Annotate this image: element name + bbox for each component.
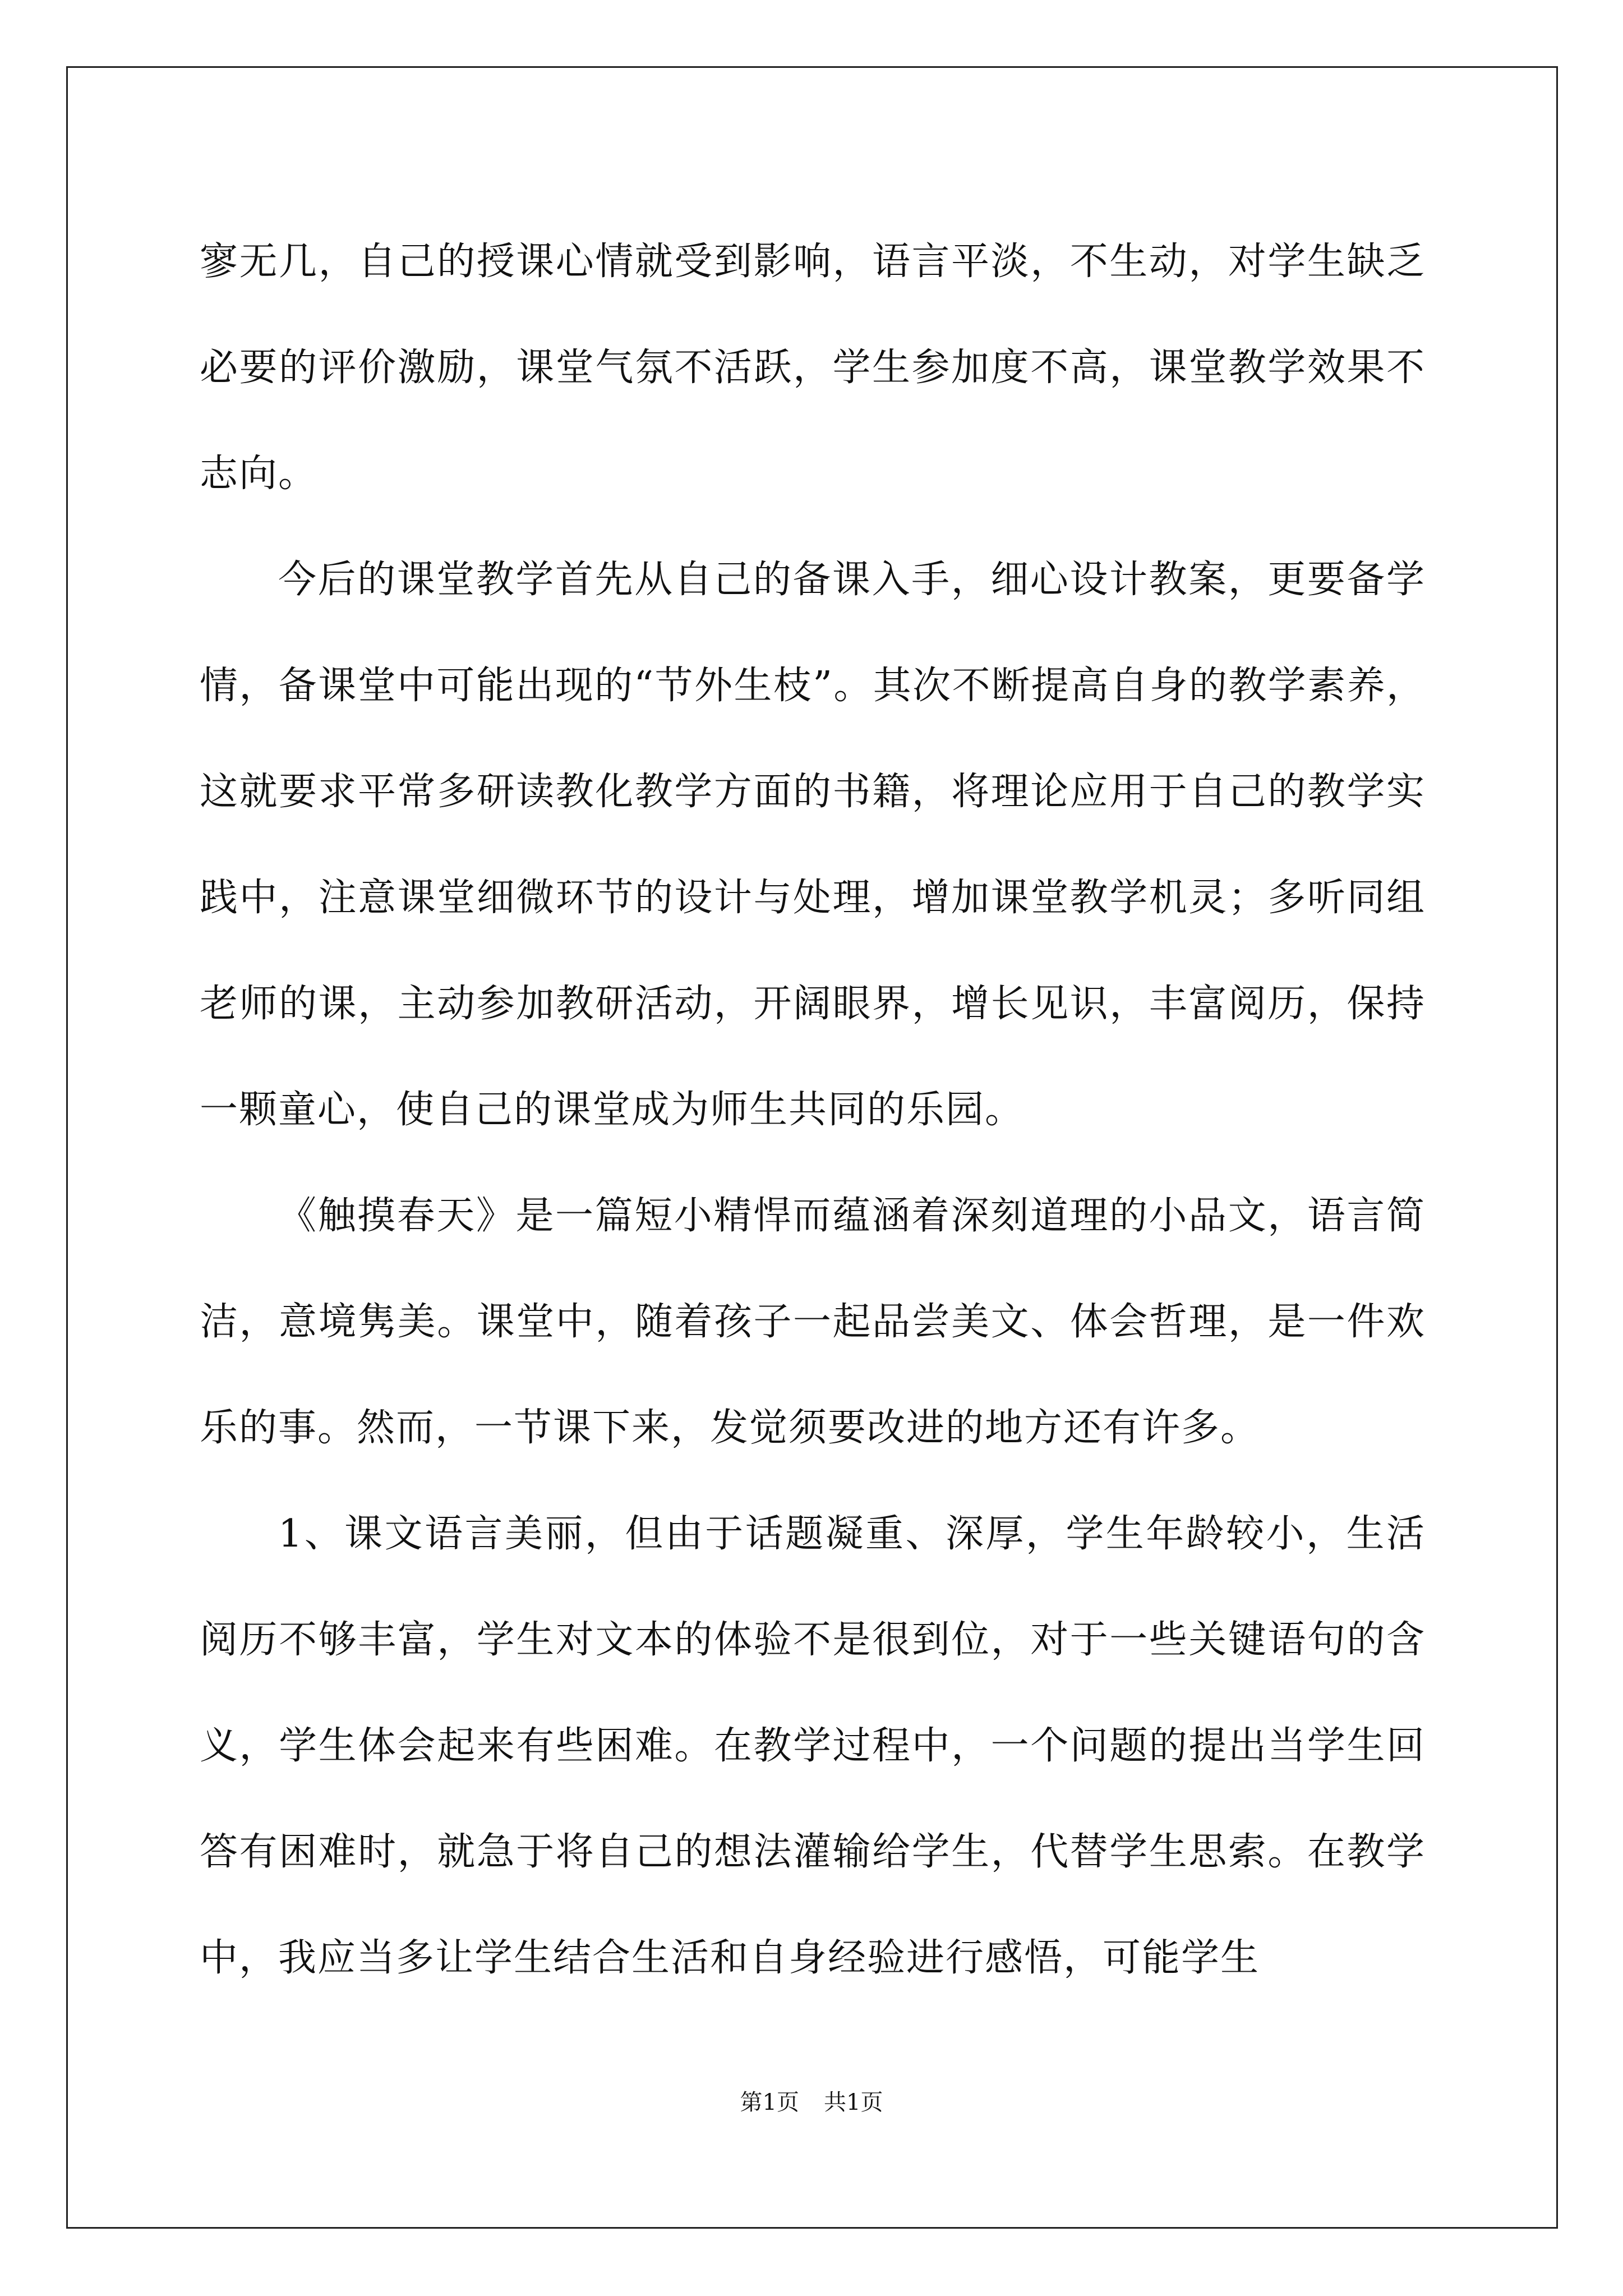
page-total: 共1页 — [824, 2090, 883, 2115]
document-body — [200, 209, 1426, 2011]
page-number: 第1页 — [740, 2090, 799, 2115]
paragraph-1: 寥无几，自己的授课心情就受到影响，语言平淡，不生动，对学生缺乏必要的评价激励，课堂气氛不活跃，学生参加度不高，课堂教学效果不志向。 — [200, 240, 1426, 496]
paragraph-3: 《触摸春天》是一篇短小精悍而蕴涵着深刻道理的小品文，语言简洁，意境隽美。课堂中，随着孩子一起品尝美文、体会哲理，是一件欢乐的事。然而，一节课下来，发觉须要改进的地方还有许多。 — [200, 1194, 1426, 1450]
page-footer — [0, 2086, 1623, 2119]
paragraph-4: 1、课文语言美丽，但由于话题凝重、深厚，学生年龄较小，生活阅历不够丰富，学生对文本的体验不是很到位，对于一些关键语句的含义，学生体会起来有些困难。在教学过程中，一个问题的提出当学生回答有困难时，就急于将自己的想法灌输给学生，代替学生思索。在教学中，我应当多让学生结合生活和自身经验进行感悟，可能学生 — [200, 1512, 1426, 1980]
paragraph-2: 今后的课堂教学首先从自己的备课入手，细心设计教案，更要备学情，备课堂中可能出现的“节外生枝”。其次不断提高自身的教学素养，这就要求平常多研读教化教学方面的书籍，将理论应用于自己的教学实践中，注意课堂细微环节的设计与处理，增加课堂教学机灵；多听同组老师的课，主动参加教研活动，开阔眼界，增长见识，丰富阅历，保持一颗童心，使自己的课堂成为师生共同的乐园。 — [200, 558, 1426, 1132]
